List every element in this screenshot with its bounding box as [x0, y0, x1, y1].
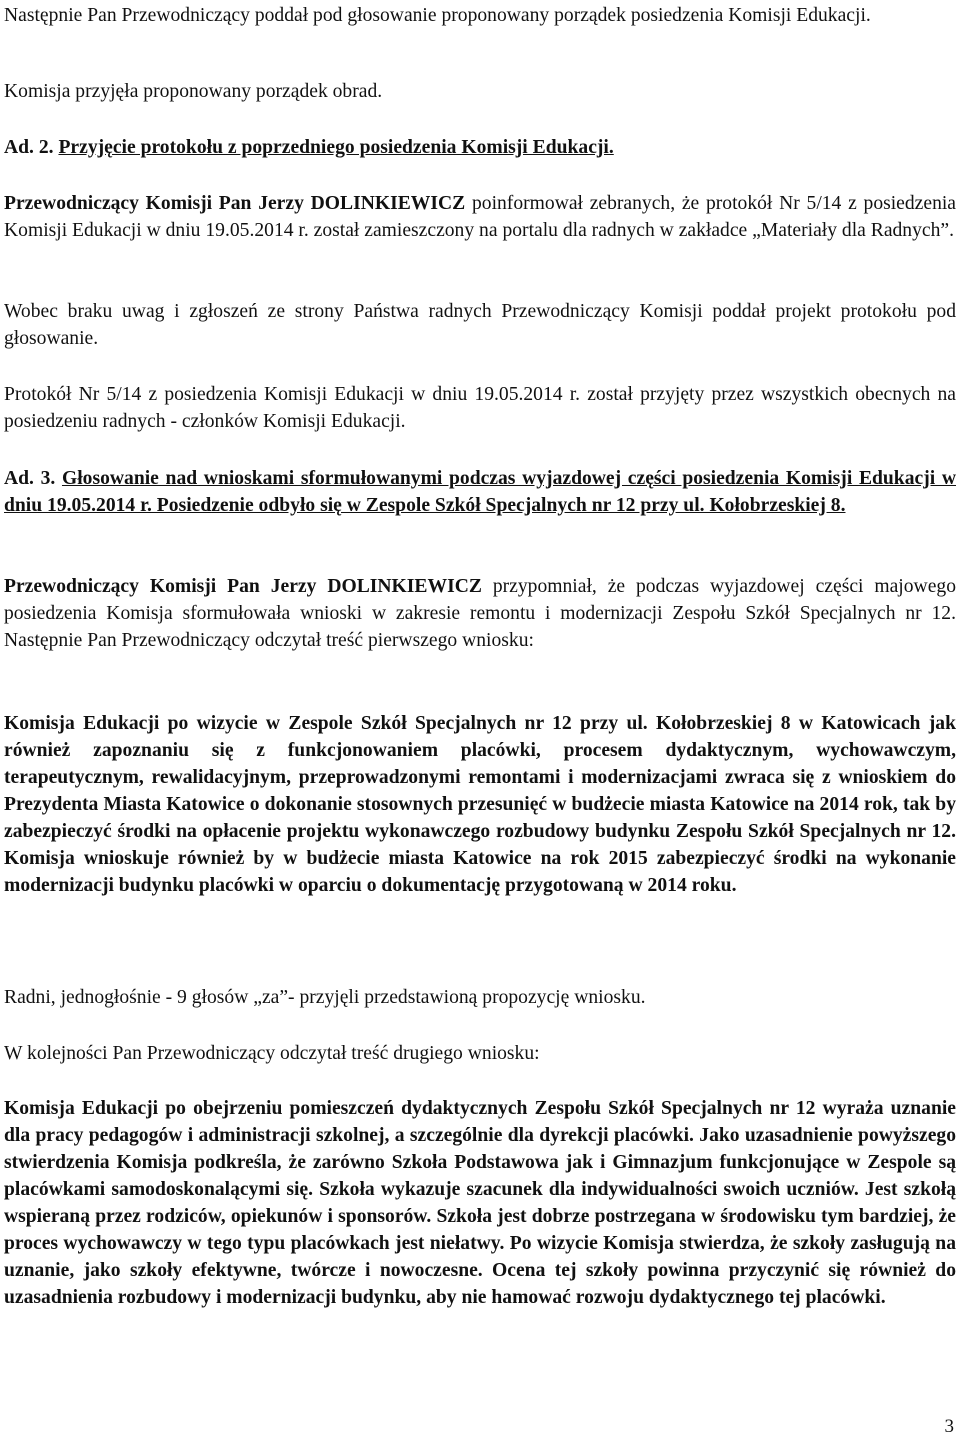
- chairman-name: Przewodniczący Komisji Pan Jerzy DOLINKIEWICZ: [4, 193, 466, 214]
- document-page: [4, 0, 956, 1440]
- section-heading-ad3: [4, 465, 956, 519]
- paragraph-first-motion: Komisja Edukacji po wizycie w Zespole Szkół Specjalnych nr 12 przy ul. Kołobrzeskiej 8 w Katowicach jak również zapoznaniu się z funkcjonowaniem placówki, procesem dydaktycznym, wychowawczym, terapeutycznym, rewalidacyjnym, przeprowadzonymi remontami i modernizacjami zwraca się z wnioskiem do Prezydenta Miasta Katowice o dokonanie stosownych przesunięć w budżecie miasta Katowice na 2014 rok, tak by zabezpieczyć środki na opłacenie projektu wykonawczego rozbudowy budynku Zespołu Szkół Specjalnych nr 12. Komisja wnioskuje również by w budżecie miasta Katowice na rok 2015 zabezpieczyć środki na wykonanie modernizacji budynku placówki w oparciu o dokumentację przygotowaną w 2014 roku.: [4, 713, 956, 896]
- paragraph-agenda-vote: Następnie Pan Przewodniczący poddał pod głosowanie proponowany porządek posiedzenia Komisji Edukacji.: [4, 5, 871, 26]
- section-number: Ad. 2.: [4, 137, 54, 158]
- paragraph-reminder: [4, 573, 956, 654]
- paragraph-text: poinformował zebranych, że protokół Nr 5/14 z posiedzenia Komisji Edukacji w dniu 19.05.2014 r. został zamieszczony na portalu dla radnych w zakładce „Materiały dla Radnych”.: [4, 193, 957, 241]
- section-number: Ad. 3.: [4, 468, 56, 489]
- chairman-name: Przewodniczący Komisji Pan Jerzy DOLINKIEWICZ: [4, 576, 482, 597]
- section-title: Głosowanie nad wnioskami sformułowanymi podczas wyjazdowej części posiedzenia Komisji Edukacji w dniu 19.05.2014 r. Posiedzenie odbyło się w Zespole Szkół Specjalnych nr 12 przy ul. Kołobrzeskiej 8.: [4, 468, 956, 516]
- paragraph-text: przypomniał, że podczas wyjazdowej części majowego posiedzenia Komisja sformułowała wnioski w zakresie remontu i modernizacji Zespołu Szkół Specjalnych nr 12. Następnie Pan Przewodniczący odczytał treść pierwszego wniosku:: [4, 576, 956, 651]
- paragraph-second-motion-intro: W kolejności Pan Przewodniczący odczytał treść drugiego wniosku:: [4, 1043, 540, 1064]
- paragraph-vote-result: Radni, jednogłośnie - 9 głosów „za”- przyjęli przedstawioną propozycję wniosku.: [4, 987, 646, 1008]
- paragraph-no-remarks: Wobec braku uwag i zgłoszeń ze strony Państwa radnych Przewodniczący Komisji poddał projekt protokołu pod głosowanie.: [4, 301, 956, 349]
- paragraph-agenda-accepted: Komisja przyjęła proponowany porządek obrad.: [4, 81, 383, 102]
- paragraph-protocol-info: [4, 190, 956, 244]
- page-number: 3: [944, 1416, 954, 1437]
- paragraph-protocol-accepted: Protokół Nr 5/14 z posiedzenia Komisji Edukacji w dniu 19.05.2014 r. został przyjęty przez wszystkich obecnych na posiedzeniu radnych - członków Komisji Edukacji.: [4, 384, 956, 432]
- section-title: Przyjęcie protokołu z poprzedniego posiedzenia Komisji Edukacji.: [58, 137, 614, 158]
- section-heading-ad2: [4, 134, 956, 161]
- paragraph-second-motion: Komisja Edukacji po obejrzeniu pomieszczeń dydaktycznych Zespołu Szkół Specjalnych nr 12 wyraża uznanie dla pracy pedagogów i administracji szkolnej, a szczególnie dla dyrekcji placówki. Jako uzasadnienie powyższego stwierdzenia Komisja podkreśla, że zarówno Szkoła Podstawowa jak i Gimnazjum funkcjonujące w Zespole są placówkami samodoskonalącymi się. Szkoła wykazuje szacunek dla indywidualności swoich uczniów. Jest szkołą wspieraną przez rodziców, opiekunów i sponsorów. Szkoła jest dobrze postrzegana w środowisku tym bardziej, że proces wychowawczy w tego typu placówkach jest niełatwy. Po wizycie Komisja stwierdza, że szkoły zasługują na uznanie, jako szkoły efektywne, twórcze i nowoczesne. Ocena tej szkoły powinna przyczynić się również do uzasadnienia rozbudowy i modernizacji budynku, aby nie hamować rozwoju dydaktycznego tej placówki.: [4, 1098, 956, 1308]
